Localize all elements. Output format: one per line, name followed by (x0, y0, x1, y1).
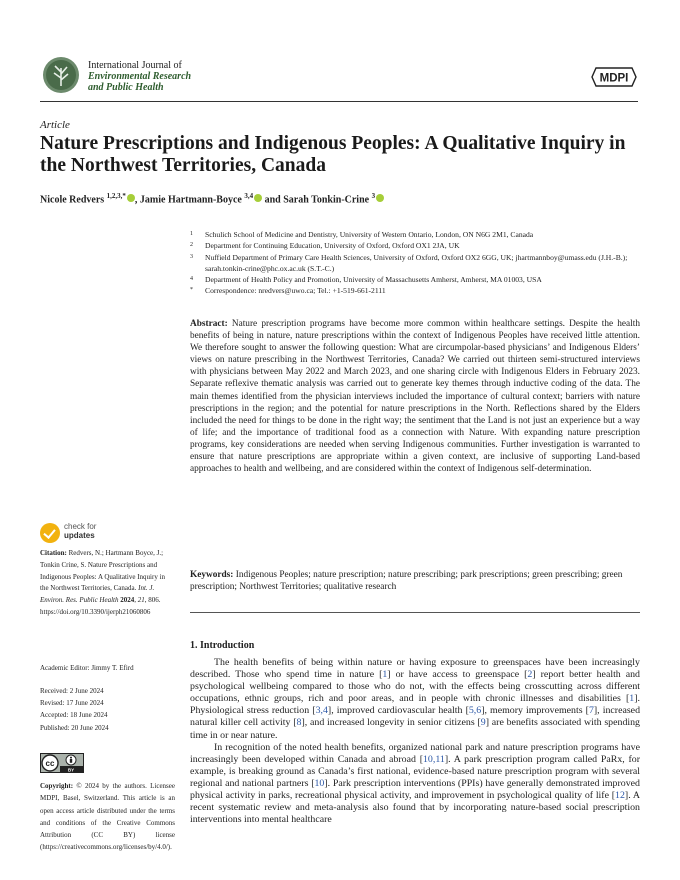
citation-label: Citation: (40, 549, 67, 557)
page-title: Nature Prescriptions and Indigenous Peoples: A Qualitative Inquiry in the Northwest Territories, Canada (40, 133, 626, 176)
author-name[interactable]: Sarah Tonkin-Crine (283, 194, 370, 206)
citation-ref-link[interactable]: 10 (314, 777, 325, 789)
header-rule (40, 101, 638, 102)
citation-ref-link[interactable]: 1 (629, 693, 635, 705)
abstract (190, 318, 640, 475)
orcid-icon[interactable] (376, 194, 384, 202)
author-affiliation-ref: 3 (371, 192, 376, 200)
svg-text:BY: BY (67, 767, 75, 773)
copyright-label: Copyright: (40, 782, 74, 790)
orcid-icon[interactable] (254, 194, 262, 202)
copyright (40, 780, 175, 854)
citation-volume: 21 (137, 596, 145, 605)
section-rule (190, 612, 640, 613)
author-list: Nicole Redvers $^{1,2,3,*}$ , Jamie Hartmann-Boyce $^{3,4}$ and Sarah Tonkin-Crine $^3$ (40, 192, 384, 205)
affiliations (190, 229, 640, 297)
intro-text: , and increased longevity in senior citizens (304, 717, 478, 729)
svg-text:cc: cc (45, 759, 55, 768)
author-name[interactable]: Nicole Redvers (40, 194, 105, 206)
article-type: Article (40, 119, 70, 131)
citation-ref-link[interactable]: 1 (382, 669, 388, 681)
intro-text: The health benefits of being within nature or having exposure to greenspaces have been increasingly described. Those who spend time in nature (190, 657, 640, 681)
citation-ref-link[interactable]: 7 (588, 705, 594, 717)
citation-year: 2024 (120, 596, 135, 605)
abstract-text: Nature prescription programs have become more common within healthcare settings. Despite the health benefits of being in nature, nature prescriptions within the context of Indigenous Peoples have received little attention. We therefore sought to answer the following question: What are circumpolar-based physicians’ and Indigenous Elders’ views on nature prescribing in the Northwest Territories, Canada? We carried out thirteen semi-structured interviews with physicians between May 2022 and March 2023, and one sharing circle with Indigenous Elders in February 2023. Separate reflexive thematic analysis was carried out to generate key themes through inductive coding of the data. The main themes identified from the physician interviews included the importance of cultural context; barriers with nature prescriptions in the region; and the potential for nature prescriptions in the North. Reflections shared by the Elders included the need for things to be done in the right way; the sentiment that the Land is not just an experience but a way of life; and the importance of traditional food as a connection with Nature. With expanding nature prescription programs, key considerations are needed when serving Indigenous communities. Further investigation is warranted to ensure that nature prescriptions are appropriate within a given context, are inclusive of supporting Land-based approaches to health and wellbeing, and are considered within the context of Indigenous self-determination. (190, 319, 640, 475)
citation-ref-link[interactable]: 10,11 (422, 753, 445, 765)
cc-by-license-icon[interactable] (40, 753, 84, 773)
abstract-label: Abstract: (190, 319, 228, 329)
copyright-text: © 2024 by the authors. Licensee MDPI, Basel, Switzerland. This article is an open access article distributed under the terms and conditions of the Creative Commons Attribution (CC BY) license (https://creativecommons.org/licenses/by/4.0/). (40, 782, 175, 852)
journal-name-line2: Environmental Research (88, 71, 192, 82)
intro-text: or have access to greenspace (390, 669, 525, 681)
journal-logo (42, 56, 80, 94)
author-name[interactable]: Jamie Hartmann-Boyce (139, 194, 242, 206)
affiliation-text: Department for Continuing Education, University of Oxford, Oxford OX1 2JA, UK (205, 241, 460, 251)
intro-text: . A recent systematic review and meta-analysis also found that by incorporating nature-based social prescription interventions into mental healthcare (190, 790, 641, 826)
intro-paragraph: The health benefits of being within nature or having exposure to greenspaces have been increasingly described. Those who spend time in nature [1] or have access to greenspace [2] report better health and psychological wellbeing compared to those who do not, with the effects being crosscutting across different occupations, ethnic groups, rich and poor areas, and in people with chronic illnesses and disabilities [1]. Physiological stress reduction [3,4], improved cardiovascular health [5,6], memory improvements [7], increased natural killer cell activity [8], and increased longevity in senior citizens [9] are benefits associated with spending time in or near nature. (190, 657, 641, 741)
intro-text: In recognition of the noted health benefits, organized national park and nature prescription programs have increasingly been developed within Canada and abroad (190, 741, 640, 765)
author-affiliation-ref: 3,4 (244, 192, 254, 200)
affiliation-text: Department of Health Policy and Promotion, University of Massachusetts Amherst, Amherst, MA 01003, USA (205, 275, 542, 285)
keywords-text: Indigenous Peoples; nature prescription; nature prescribing; park prescriptions; green prescribing; green prescription; Northwest Territories; qualitative research (190, 570, 623, 593)
intro-text: . Physiological stress reduction (190, 693, 640, 717)
keywords (190, 569, 640, 593)
intro-heading: 1. Introduction (190, 640, 255, 651)
intro-paragraph: In recognition of the noted health benefits, organized national park and nature prescription programs have increasingly been developed within Canada and abroad [10,11]. A park prescription program called PaRx, for example, is breaking ground as Canada’s first national, evidence-based nature prescription program with several regional and national partners [10]. Park prescription interventions (PPIs) have generally demonstrated improved physical activity in parks, recreational physical activity, and improvement in psychological quality of life [12]. A recent systematic review and meta-analysis also found that by incorporating nature-based social prescription interventions into mental healthcare (190, 741, 641, 826)
citation-authors: Redvers, N.; Hartmann Boyce, J.; Tonkin Crine, S. Nature Prescriptions and Indigenous Peoples: A Qualitative Inquiry in the Northwest Territories, Canada. (40, 549, 166, 593)
journal-name-line3: and Public Health (88, 82, 164, 93)
publication-dates (40, 685, 109, 734)
keywords-label: Keywords: (190, 570, 234, 580)
author-affiliation-ref: 1,2,3,* (106, 192, 126, 200)
affiliation-number: 2 (190, 242, 193, 249)
citation-ref-link[interactable]: 5,6 (468, 705, 482, 717)
citation-ref-link[interactable]: 3,4 (315, 705, 328, 717)
academic-editor: Academic Editor: Jimmy T. Efird (40, 664, 134, 672)
journal-name-line1: International Journal of (88, 60, 182, 71)
orcid-icon[interactable] (127, 194, 135, 202)
intro-body (190, 657, 640, 826)
affiliation-item (190, 252, 640, 275)
check-updates-line2: updates (64, 530, 95, 540)
mdpi-logo (590, 66, 638, 88)
affiliation-item (190, 240, 640, 251)
intro-text: are benefits associated with spending time in or near nature. (190, 717, 640, 741)
affiliation-number: 3 (190, 253, 193, 260)
affiliation-text: Correspondence: nredvers@uwo.ca; Tel.: +1-519-661-2111 (205, 286, 386, 296)
citation-ref-link[interactable]: 8 (296, 717, 302, 729)
check-updates-text (64, 523, 96, 540)
citation-ref-link[interactable]: 12 (615, 790, 625, 802)
affiliation-item (190, 274, 640, 285)
affiliation-number: 1 (190, 231, 193, 237)
check-for-updates-button[interactable] (40, 521, 150, 543)
date-received: Received: 2 June 2024 (40, 687, 104, 695)
affiliation-text: Schulich School of Medicine and Dentistry, University of Western Ontario, London, ON N6G 2M1, Canada (205, 230, 534, 239)
citation-doi[interactable]: , 806. https://doi.org/10.3390/ijerph21060806 (40, 596, 161, 616)
date-revised: Revised: 17 June 2024 (40, 699, 104, 708)
intro-text: , memory improvements (484, 705, 586, 717)
affiliation-number: 4 (190, 276, 193, 283)
citation-journal: Int. J. Environ. Res. Public Health (40, 584, 155, 605)
affiliation-item (190, 229, 640, 240)
affiliation-number: * (190, 287, 193, 294)
journal-name (88, 60, 191, 93)
citation-ref-link[interactable]: 2 (527, 669, 533, 681)
affiliation-text: Nuffield Department of Primary Care Health Sciences, University of Oxford, Oxford OX2 6GG, UK; jhartmannboy@umass.edu (J.H.-B.); sarah.tonkin-crine@phc.ox.ac.uk (S.T.-C.) (205, 252, 628, 273)
citation: Citation: Redvers, N.; Hartmann Boyce, J.; Tonkin Crine, S. Nature Prescriptions and Indigenous Peoples: A Qualitative Inquiry in the Northwest Territories, Canada. Int. J. Environ. Res. Public Health 2024, 21, 806. https://doi.org/10.3390/ijerph21060806 (40, 549, 166, 616)
svg-text:MDPI: MDPI (599, 72, 629, 85)
intro-text: report better health and psychological wellbeing compared to those who do not, with the effects being crosscutting across different occupations, ethnic groups, rich and poor areas, and in people with chronic illnesses and disabilities (190, 669, 640, 705)
check-updates-line1: check for (64, 522, 97, 531)
intro-text: , increased natural killer cell activity (190, 705, 641, 729)
intro-text: , improved cardiovascular health (331, 705, 466, 717)
intro-text: . A park prescription program called PaRx, for example, is breaking ground as Canada’s first national, evidence-based nature prescription program with several regional and national partners (190, 753, 640, 789)
date-published: Published: 20 June 2024 (40, 723, 109, 732)
date-accepted: Accepted: 18 June 2024 (40, 711, 108, 720)
citation-ref-link[interactable]: 9 (480, 717, 486, 729)
check-updates-icon (40, 523, 60, 543)
intro-text: . Park prescription interventions (PPIs) have generally demonstrated improved physical activity in parks, recreational physical activity, and improvement in psychological quality of life (190, 777, 640, 802)
affiliation-item (190, 285, 640, 296)
